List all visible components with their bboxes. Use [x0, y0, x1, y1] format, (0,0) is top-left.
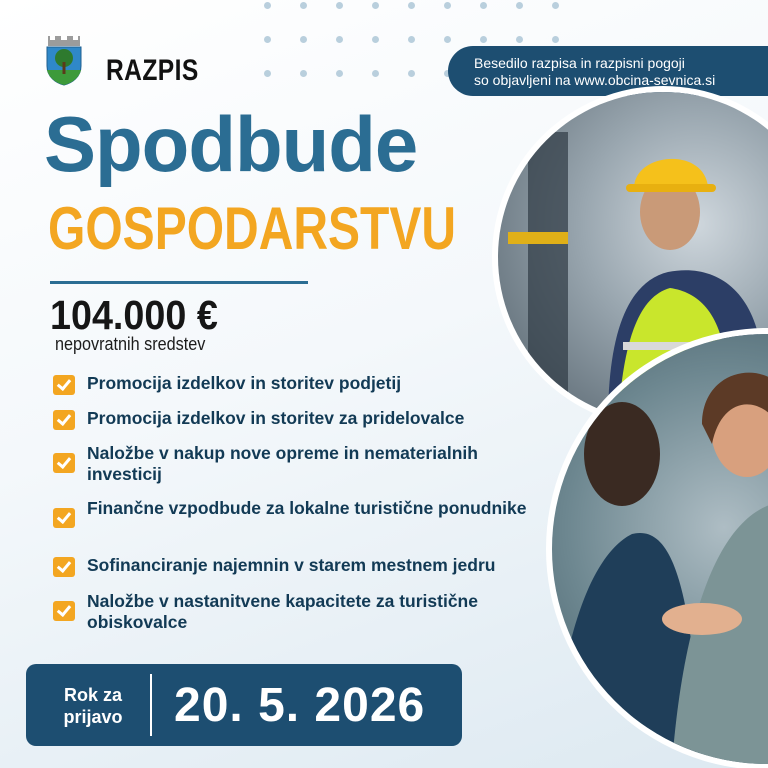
- list-item-text: Sofinanciranje najemnin v starem mestnem jedru: [87, 555, 496, 575]
- deadline-label: Rok za prijavo: [63, 685, 123, 727]
- checkbox-checked-icon: [53, 601, 75, 621]
- brand-title: RAZPIS: [106, 54, 199, 87]
- funding-label: nepovratnih sredstev: [55, 334, 206, 354]
- list-item-text: Naložbe v nastanitvene kapacitete za turistične obiskovalce: [87, 591, 478, 632]
- list-item-text: Naložbe v nakup nove opreme in nematerialnih investicij: [87, 443, 478, 484]
- checkbox-checked-icon: [53, 375, 75, 395]
- headline-title: Spodbude: [44, 100, 418, 188]
- info-banner: [448, 46, 768, 96]
- funding-amount: 104.000 €: [50, 292, 218, 338]
- checkbox-checked-icon: [53, 557, 75, 577]
- checkbox-checked-icon: [53, 453, 75, 473]
- list-item-text: Finančne vzpodbude za lokalne turistične ponudnike: [87, 498, 527, 518]
- deadline-banner: [26, 664, 462, 746]
- divider: [50, 281, 308, 284]
- deadline-date: 20. 5. 2026: [174, 679, 426, 732]
- info-line-2: so objavljeni na www.obcina-sevnica.si: [474, 72, 716, 88]
- list-item-text: Promocija izdelkov in storitev za pridelovalce: [87, 408, 465, 428]
- checkbox-checked-icon: [53, 410, 75, 430]
- municipal-crest-icon: [44, 36, 84, 86]
- headline-subtitle: GOSPODARSTVU: [48, 195, 457, 262]
- list-item-text: Promocija izdelkov in storitev podjetij: [87, 373, 402, 393]
- info-line-1: Besedilo razpisa in razpisni pogoji: [474, 55, 685, 71]
- checkbox-checked-icon: [53, 508, 75, 528]
- deadline-divider: [150, 674, 152, 736]
